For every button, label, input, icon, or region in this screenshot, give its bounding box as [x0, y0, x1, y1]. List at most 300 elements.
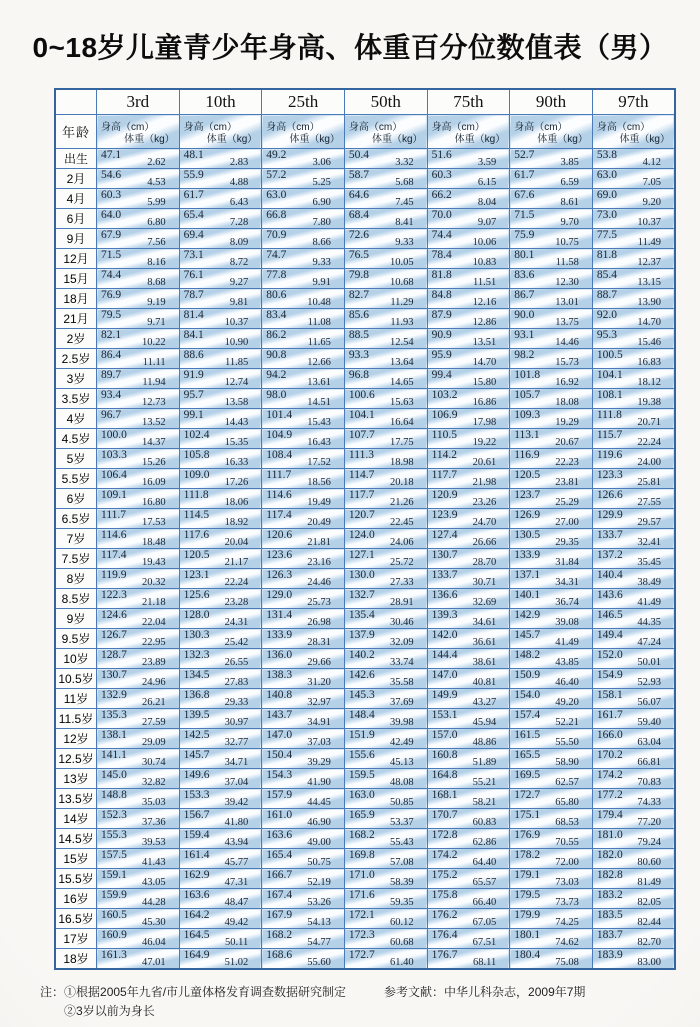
- data-cell: [344, 349, 427, 369]
- data-cell: [427, 669, 510, 689]
- age-label: 2岁: [55, 329, 97, 349]
- height-value: 114.2: [431, 449, 458, 461]
- weight-value: 36.61: [472, 637, 497, 648]
- height-value: 115.7: [596, 429, 623, 441]
- weight-value: 21.18: [142, 597, 166, 608]
- table-row: [55, 429, 675, 449]
- data-cell: [344, 889, 427, 909]
- weight-value: 43.27: [472, 697, 497, 708]
- height-value: 84.1: [183, 329, 204, 341]
- height-value: 79.5: [101, 309, 122, 321]
- height-value: 117.6: [183, 529, 210, 541]
- weight-value: 18.92: [224, 517, 249, 528]
- height-value: 164.9: [183, 949, 210, 961]
- weight-value: 27.55: [637, 497, 661, 508]
- height-value: 128.0: [183, 609, 210, 621]
- age-label: 6岁: [55, 489, 97, 509]
- height-value: 183.2: [596, 889, 623, 901]
- height-value: 134.5: [183, 669, 210, 681]
- height-value: 132.9: [101, 689, 127, 701]
- data-cell: [179, 829, 262, 849]
- age-label: 9.5岁: [55, 629, 97, 649]
- height-value: 123.6: [266, 549, 293, 561]
- weight-value: 27.83: [224, 677, 249, 688]
- height-value: 95.3: [596, 329, 617, 341]
- height-value: 107.7: [348, 429, 375, 441]
- data-cell: [510, 489, 593, 509]
- height-value: 60.3: [431, 169, 452, 181]
- data-cell: [344, 289, 427, 309]
- weight-value: 11.51: [472, 277, 497, 288]
- measure-header-cell: [262, 115, 345, 149]
- height-value: 132.7: [348, 589, 375, 601]
- weight-value: 61.40: [389, 957, 414, 968]
- weight-value: 65.80: [555, 797, 579, 808]
- weight-value: 13.01: [555, 297, 579, 308]
- height-value: 126.3: [266, 569, 293, 581]
- data-cell: [97, 809, 180, 829]
- age-label: 10.5岁: [55, 669, 97, 689]
- data-cell: [97, 509, 180, 529]
- height-value: 100.5: [596, 349, 623, 361]
- height-value: 104.1: [596, 369, 623, 381]
- data-cell: [344, 909, 427, 929]
- height-value: 51.6: [431, 149, 452, 161]
- height-value: 163.0: [348, 789, 375, 801]
- data-cell: [179, 489, 262, 509]
- data-cell: [427, 309, 510, 329]
- weight-value: 30.74: [142, 757, 166, 768]
- data-cell: [179, 329, 262, 349]
- weight-value: 11.85: [225, 357, 249, 368]
- weight-value: 27.59: [142, 717, 166, 728]
- data-cell: [427, 769, 510, 789]
- weight-value: 32.69: [472, 597, 497, 608]
- height-value: 178.2: [514, 849, 541, 861]
- data-cell: [179, 889, 262, 909]
- weight-value: 15.26: [142, 457, 166, 468]
- height-value: 94.2: [266, 369, 287, 381]
- weight-value: 10.48: [307, 297, 331, 308]
- height-value: 155.6: [348, 749, 375, 761]
- height-value: 120.7: [348, 509, 375, 521]
- height-value: 74.4: [431, 229, 452, 241]
- age-label: 3岁: [55, 369, 97, 389]
- weight-value: 54.77: [307, 937, 331, 948]
- percentile-header-75th: 75th: [427, 89, 510, 115]
- height-value: 126.7: [101, 629, 127, 641]
- height-value: 172.8: [431, 829, 458, 841]
- data-cell: [592, 549, 675, 569]
- height-value: 108.4: [266, 449, 293, 461]
- height-value: 174.2: [596, 769, 623, 781]
- data-cell: [344, 729, 427, 749]
- height-value: 82.7: [348, 289, 370, 301]
- weight-value: 6.59: [560, 177, 579, 188]
- height-value: 148.2: [514, 649, 541, 661]
- height-value: 120.5: [183, 549, 210, 561]
- data-cell: [97, 749, 180, 769]
- data-cell: [179, 309, 262, 329]
- weight-value: 13.61: [307, 377, 331, 388]
- data-cell: [344, 609, 427, 629]
- data-cell: [97, 389, 180, 409]
- weight-value: 23.89: [142, 657, 166, 668]
- table-row: [55, 149, 675, 169]
- weight-value: 7.80: [312, 217, 331, 228]
- weight-value: 60.68: [389, 937, 414, 948]
- weight-value: 6.43: [229, 197, 249, 208]
- height-value: 144.4: [431, 649, 458, 661]
- data-cell: [592, 649, 675, 669]
- note-line-2: ②3岁以前为身长: [64, 1004, 155, 1018]
- data-cell: [97, 669, 180, 689]
- weight-value: 50.11: [225, 937, 249, 948]
- height-value: 140.2: [348, 649, 375, 661]
- weight-value: 74.33: [637, 797, 661, 808]
- weight-value: 50.01: [637, 657, 661, 668]
- data-cell: [592, 149, 675, 169]
- table-row: [55, 649, 675, 669]
- height-value: 183.5: [596, 909, 623, 921]
- data-cell: [427, 429, 510, 449]
- corner-cell: [55, 89, 97, 115]
- percentile-header-3rd: 3rd: [97, 89, 180, 115]
- weight-value: 39.42: [224, 797, 249, 808]
- height-value: 81.8: [596, 249, 617, 261]
- height-value: 63.0: [266, 189, 287, 201]
- data-cell: [262, 469, 345, 489]
- height-value: 148.4: [348, 709, 375, 721]
- height-value: 160.8: [431, 749, 458, 761]
- data-cell: [427, 949, 510, 970]
- height-value: 175.1: [514, 809, 541, 821]
- measure-header-cell: [179, 115, 262, 149]
- measure-header-row: [55, 115, 675, 149]
- data-cell: [97, 709, 180, 729]
- data-cell: [592, 789, 675, 809]
- weight-value: 11.11: [142, 357, 166, 368]
- height-value: 182.0: [596, 849, 623, 861]
- height-value: 120.5: [514, 469, 541, 481]
- data-cell: [592, 709, 675, 729]
- table-row: [55, 709, 675, 729]
- weight-value: 18.12: [637, 377, 661, 388]
- height-value: 67.9: [101, 229, 122, 241]
- height-value: 114.6: [101, 529, 127, 541]
- height-value: 161.3: [101, 949, 127, 961]
- data-cell: [427, 449, 510, 469]
- data-cell: [262, 569, 345, 589]
- weight-value: 21.17: [224, 557, 249, 568]
- weight-value: 60.83: [472, 817, 497, 828]
- weight-unit-label: 体重（kg）: [206, 134, 258, 145]
- table-row: [55, 889, 675, 909]
- height-value: 152.3: [101, 809, 127, 821]
- weight-value: 19.49: [307, 497, 331, 508]
- weight-value: 6.90: [312, 197, 331, 208]
- data-cell: [592, 229, 675, 249]
- height-value: 117.7: [348, 489, 375, 501]
- height-value: 136.6: [431, 589, 458, 601]
- age-label: 11.5岁: [55, 709, 97, 729]
- data-cell: [262, 269, 345, 289]
- data-cell: [510, 589, 593, 609]
- height-value: 74.4: [101, 269, 122, 281]
- data-cell: [427, 249, 510, 269]
- data-cell: [592, 949, 675, 970]
- height-value: 104.1: [348, 409, 375, 421]
- data-cell: [344, 929, 427, 949]
- table-row: [55, 789, 675, 809]
- data-cell: [262, 629, 345, 649]
- weight-value: 18.48: [142, 537, 166, 548]
- height-value: 93.4: [101, 389, 122, 401]
- data-cell: [179, 389, 262, 409]
- data-cell: [344, 709, 427, 729]
- data-cell: [510, 649, 593, 669]
- height-value: 61.7: [514, 169, 535, 181]
- data-cell: [344, 429, 427, 449]
- height-value: 160.9: [101, 929, 127, 941]
- weight-value: 15.63: [389, 397, 414, 408]
- height-value: 142.9: [514, 609, 541, 621]
- weight-value: 65.57: [472, 877, 497, 888]
- data-cell: [427, 169, 510, 189]
- age-label: 11岁: [55, 689, 97, 709]
- data-cell: [510, 149, 593, 169]
- data-cell: [592, 909, 675, 929]
- data-cell: [344, 689, 427, 709]
- weight-value: 41.90: [307, 777, 331, 788]
- height-value: 74.7: [266, 249, 287, 261]
- measure-header-cell: [427, 115, 510, 149]
- height-value: 159.4: [183, 829, 210, 841]
- age-label: 6.5岁: [55, 509, 97, 529]
- data-cell: [344, 649, 427, 669]
- height-value: 143.6: [596, 589, 623, 601]
- weight-value: 16.92: [555, 377, 579, 388]
- height-value: 69.0: [596, 189, 617, 201]
- height-value: 64.0: [101, 209, 122, 221]
- weight-value: 20.18: [389, 477, 414, 488]
- height-value: 109.1: [101, 489, 127, 501]
- data-cell: [510, 869, 593, 889]
- weight-value: 11.93: [390, 317, 414, 328]
- weight-value: 37.04: [224, 777, 249, 788]
- data-cell: [427, 329, 510, 349]
- data-cell: [344, 569, 427, 589]
- data-cell: [427, 529, 510, 549]
- height-value: 129.0: [266, 589, 293, 601]
- data-cell: [97, 729, 180, 749]
- weight-value: 77.20: [637, 817, 661, 828]
- data-cell: [97, 249, 180, 269]
- data-cell: [97, 889, 180, 909]
- height-value: 163.6: [183, 889, 210, 901]
- height-value: 179.1: [514, 869, 541, 881]
- weight-value: 5.99: [147, 197, 166, 208]
- weight-value: 43.94: [224, 837, 249, 848]
- data-cell: [262, 789, 345, 809]
- weight-value: 70.55: [555, 837, 579, 848]
- weight-value: 15.80: [472, 377, 497, 388]
- data-cell: [592, 629, 675, 649]
- weight-value: 68.11: [472, 957, 497, 968]
- data-cell: [592, 389, 675, 409]
- height-value: 123.1: [183, 569, 210, 581]
- data-cell: [592, 349, 675, 369]
- weight-value: 23.16: [307, 557, 331, 568]
- data-cell: [510, 889, 593, 909]
- weight-value: 53.37: [389, 817, 414, 828]
- height-value: 105.7: [514, 389, 541, 401]
- height-value: 169.5: [514, 769, 541, 781]
- weight-value: 39.08: [555, 617, 579, 628]
- data-cell: [344, 849, 427, 869]
- percentile-header-90th: 90th: [510, 89, 593, 115]
- age-label: 9岁: [55, 609, 97, 629]
- weight-value: 41.43: [142, 857, 166, 868]
- weight-unit-label: 体重（kg）: [619, 134, 670, 145]
- data-cell: [344, 509, 427, 529]
- height-value: 120.6: [266, 529, 293, 541]
- weight-value: 36.74: [555, 597, 579, 608]
- height-value: 83.4: [266, 309, 287, 321]
- data-cell: [179, 549, 262, 569]
- data-cell: [427, 609, 510, 629]
- height-value: 60.3: [101, 189, 122, 201]
- height-value: 58.7: [348, 169, 370, 181]
- weight-value: 30.46: [389, 617, 414, 628]
- data-cell: [344, 869, 427, 889]
- data-cell: [262, 329, 345, 349]
- data-cell: [592, 489, 675, 509]
- weight-value: 22.45: [389, 517, 414, 528]
- weight-value: 9.27: [229, 277, 249, 288]
- data-cell: [344, 249, 427, 269]
- data-cell: [97, 349, 180, 369]
- weight-value: 53.26: [307, 897, 331, 908]
- height-value: 181.0: [596, 829, 623, 841]
- height-value: 163.6: [266, 829, 293, 841]
- height-value: 137.1: [514, 569, 541, 581]
- table-row: [55, 449, 675, 469]
- weight-value: 20.49: [307, 517, 331, 528]
- weight-value: 54.13: [307, 917, 331, 928]
- weight-value: 13.58: [224, 397, 249, 408]
- weight-value: 43.85: [555, 657, 579, 668]
- data-cell: [262, 349, 345, 369]
- data-cell: [179, 349, 262, 369]
- data-cell: [179, 949, 262, 970]
- height-value: 111.7: [266, 469, 292, 481]
- data-cell: [592, 369, 675, 389]
- data-cell: [510, 949, 593, 970]
- data-cell: [510, 789, 593, 809]
- weight-value: 64.40: [472, 857, 497, 868]
- height-unit-label: 身高（cm）: [348, 122, 403, 133]
- weight-value: 8.68: [147, 277, 166, 288]
- height-value: 177.2: [596, 789, 623, 801]
- height-value: 174.2: [431, 849, 458, 861]
- weight-value: 70.83: [637, 777, 661, 788]
- weight-value: 11.49: [637, 237, 661, 248]
- data-cell: [179, 909, 262, 929]
- age-label: 13岁: [55, 769, 97, 789]
- data-cell: [97, 769, 180, 789]
- data-cell: [592, 529, 675, 549]
- weight-value: 27.33: [389, 577, 414, 588]
- height-value: 67.6: [514, 189, 535, 201]
- weight-value: 68.53: [555, 817, 579, 828]
- data-cell: [97, 629, 180, 649]
- height-value: 86.2: [266, 329, 287, 341]
- height-unit-label: 身高（cm）: [266, 122, 320, 133]
- data-cell: [510, 429, 593, 449]
- weight-value: 42.49: [389, 737, 414, 748]
- data-cell: [510, 929, 593, 949]
- weight-value: 48.86: [472, 737, 497, 748]
- weight-value: 58.90: [555, 757, 579, 768]
- height-value: 127.4: [431, 529, 458, 541]
- weight-value: 74.62: [555, 937, 579, 948]
- weight-value: 35.45: [637, 557, 661, 568]
- weight-value: 39.98: [389, 717, 414, 728]
- weight-value: 52.19: [307, 877, 331, 888]
- height-value: 168.6: [266, 949, 293, 961]
- height-value: 145.3: [348, 689, 375, 701]
- height-value: 114.5: [183, 509, 210, 521]
- weight-value: 24.70: [472, 517, 497, 528]
- data-cell: [510, 389, 593, 409]
- data-cell: [344, 269, 427, 289]
- data-cell: [510, 469, 593, 489]
- weight-value: 73.03: [555, 877, 579, 888]
- data-cell: [427, 509, 510, 529]
- data-cell: [510, 449, 593, 469]
- weight-value: 12.54: [389, 337, 414, 348]
- height-value: 148.8: [101, 789, 127, 801]
- weight-value: 31.84: [555, 557, 579, 568]
- data-cell: [179, 209, 262, 229]
- age-label: 16岁: [55, 889, 97, 909]
- data-cell: [592, 409, 675, 429]
- height-value: 150.4: [266, 749, 293, 761]
- data-cell: [427, 289, 510, 309]
- height-value: 85.4: [596, 269, 617, 281]
- height-unit-label: 身高（cm）: [431, 122, 485, 133]
- height-value: 126.6: [596, 489, 623, 501]
- weight-value: 34.71: [224, 757, 249, 768]
- data-cell: [510, 849, 593, 869]
- height-value: 166.0: [596, 729, 623, 741]
- weight-value: 58.21: [472, 797, 497, 808]
- table-row: [55, 849, 675, 869]
- weight-value: 5.25: [312, 177, 331, 188]
- weight-value: 23.26: [472, 497, 497, 508]
- data-cell: [179, 149, 262, 169]
- table-row: [55, 389, 675, 409]
- height-value: 140.4: [596, 569, 623, 581]
- weight-value: 12.16: [472, 297, 497, 308]
- data-cell: [592, 929, 675, 949]
- data-cell: [592, 689, 675, 709]
- table-header: [55, 89, 675, 149]
- weight-value: 20.67: [555, 437, 579, 448]
- data-cell: [262, 669, 345, 689]
- weight-value: 18.56: [307, 477, 331, 488]
